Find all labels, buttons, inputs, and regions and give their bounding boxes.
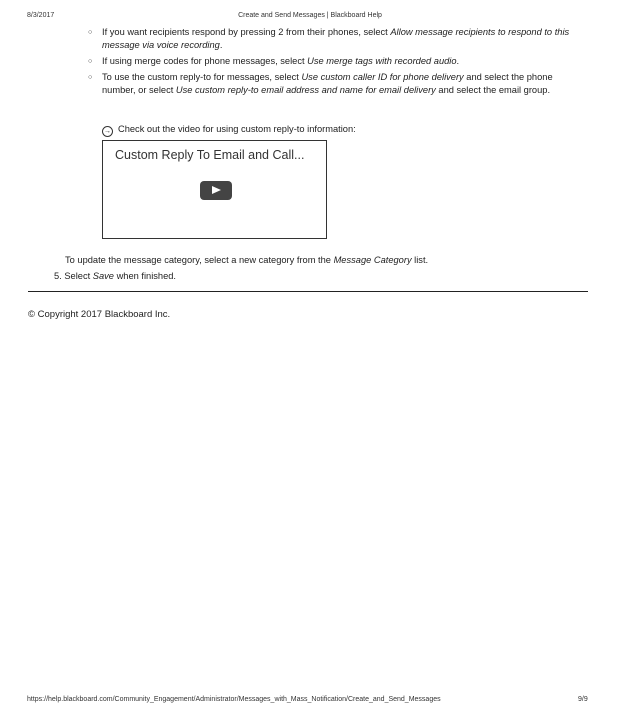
print-page-title: Create and Send Messages | Blackboard Help bbox=[238, 12, 382, 19]
list-item: ○ If you want recipients respond by pressing 2 from their phones, select Allow message recipients to respond to this message via voice recording. bbox=[88, 27, 570, 50]
page-number: 9/9 bbox=[578, 696, 588, 703]
list-item: ○ To use the custom reply-to for messages, select Use custom caller ID for phone delivery and select the phone number, or select Use custom reply-to email address and name for email delivery and select the email group. bbox=[88, 72, 553, 95]
video-note: → Check out the video for using custom reply-to information: bbox=[104, 124, 356, 135]
copyright: © Copyright 2017 Blackboard Inc. bbox=[28, 309, 171, 320]
print-date: 8/3/2017 bbox=[27, 12, 55, 19]
step-5: 5. Select Save when finished. bbox=[54, 271, 177, 281]
play-icon[interactable] bbox=[200, 181, 232, 200]
video-title[interactable]: Custom Reply To Email and Call... bbox=[115, 148, 305, 162]
update-category-text: To update the message category, select a new category from the Message Category list. bbox=[65, 255, 429, 265]
print-url: https://help.blackboard.com/Community_Engagement/Administrator/Messages_with_Mass_Notification/Create_and_Send_Messages bbox=[27, 696, 441, 703]
divider bbox=[28, 291, 588, 292]
list-item: ○ If using merge codes for phone messages, select Use merge tags with recorded audio. bbox=[88, 56, 460, 66]
bullet-icon: ○ bbox=[88, 74, 93, 81]
arrow-circle-icon: → bbox=[104, 128, 111, 135]
option-list bbox=[88, 26, 588, 100]
bullet-icon: ○ bbox=[88, 29, 93, 36]
bullet-icon: ○ bbox=[88, 58, 93, 65]
video-embed[interactable] bbox=[102, 140, 327, 239]
